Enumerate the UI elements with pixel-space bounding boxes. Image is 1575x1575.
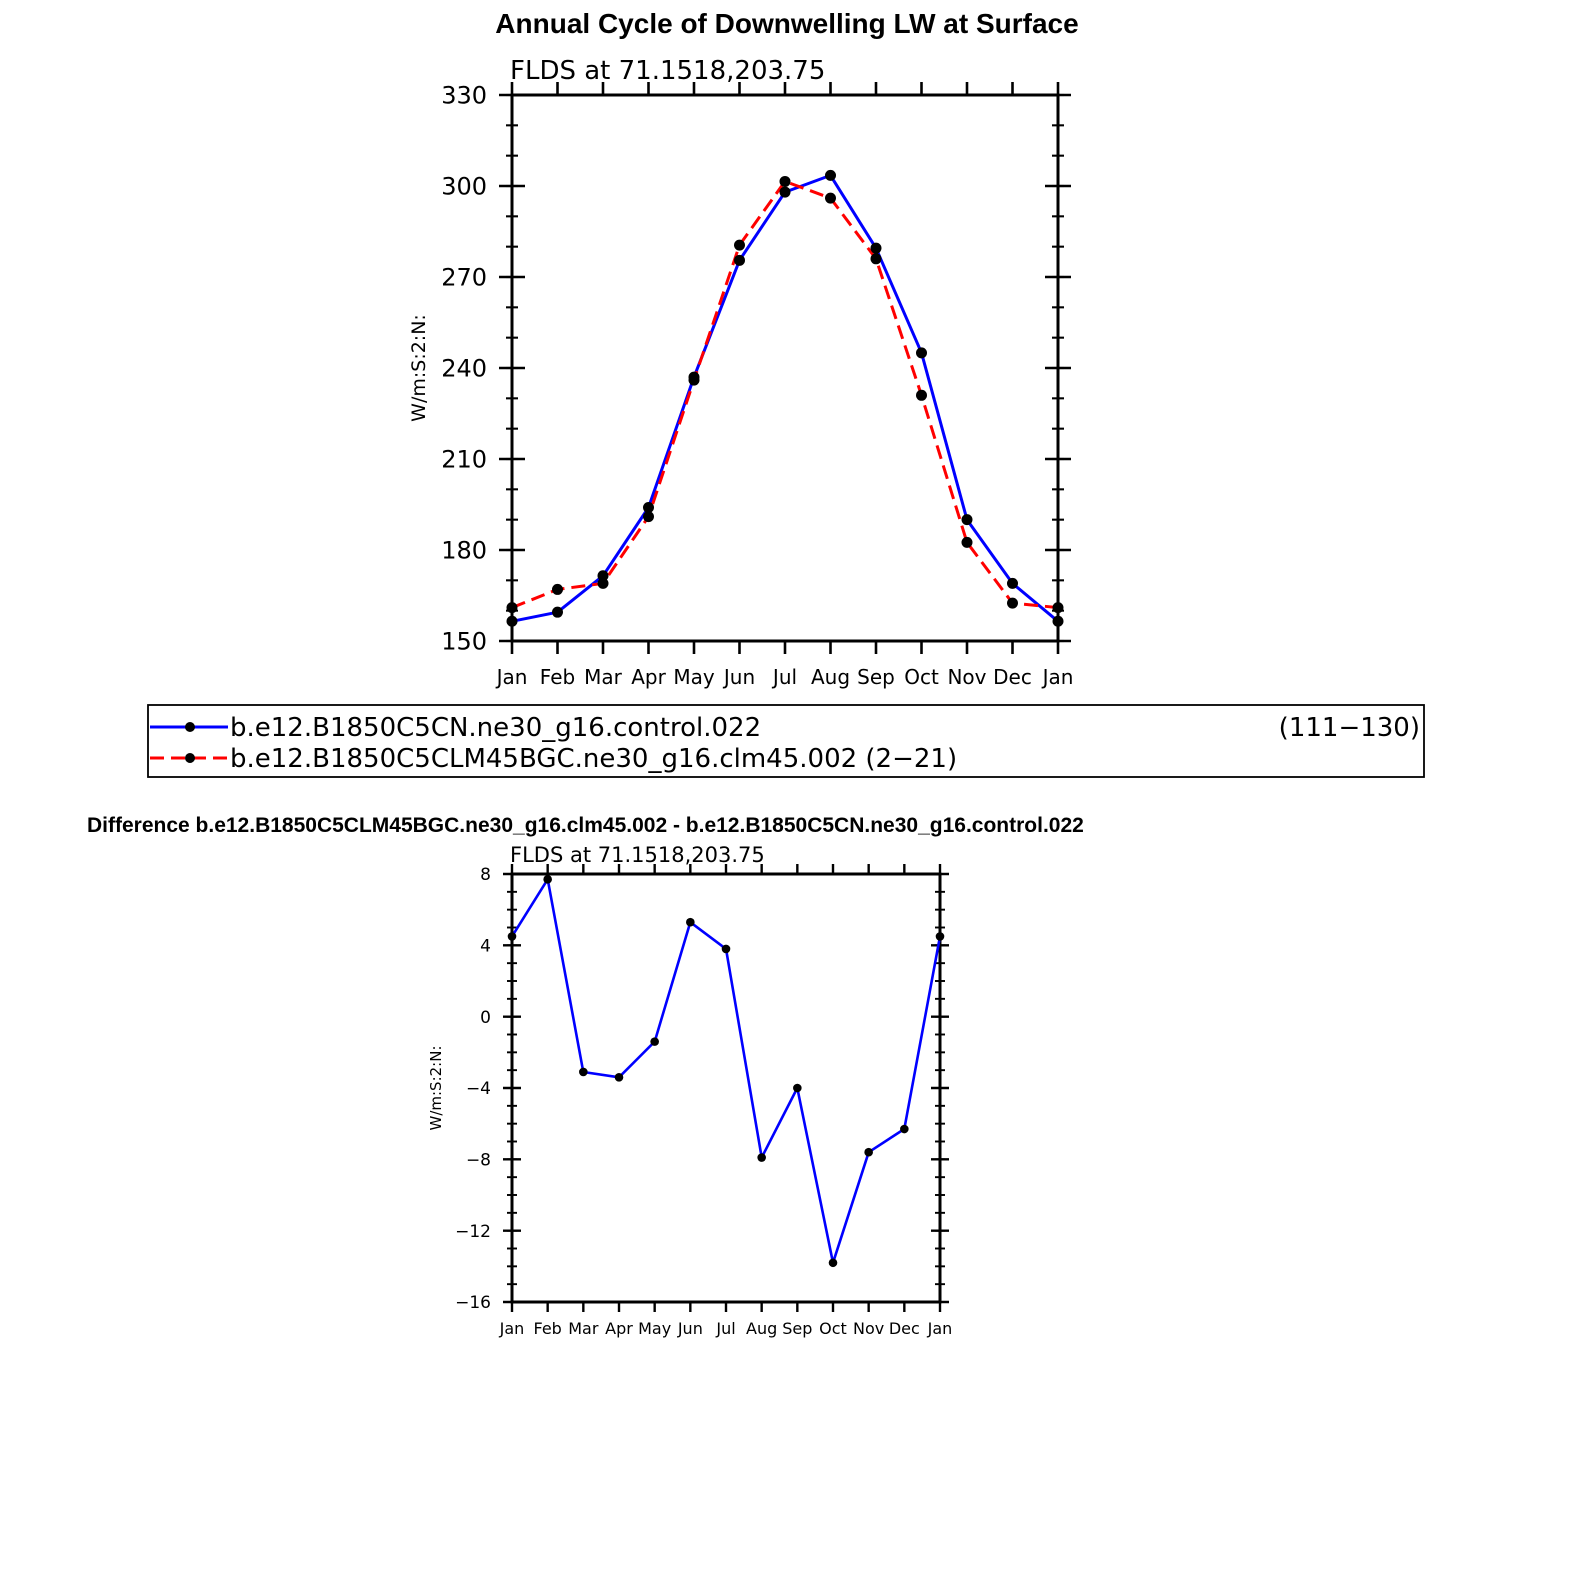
- main-y-axis-label: W/m:S:2:N:: [408, 314, 430, 422]
- main-series-1-point: [734, 240, 745, 251]
- diff-x-tick-label: Sep: [782, 1319, 813, 1338]
- main-series-1-point: [780, 176, 791, 187]
- diff-y-tick-label: 8: [480, 865, 491, 886]
- diff-series-0-point: [829, 1258, 838, 1267]
- difference-title: Difference b.e12.B1850C5CLM45BGC.ne30_g16.clm45.002 - b.e12.B1850C5CN.ne30_g16.control.022: [87, 814, 1084, 837]
- legend-label-0: b.e12.B1850C5CN.ne30_g16.control.022: [230, 713, 762, 743]
- diff-x-tick-label: Dec: [888, 1319, 920, 1338]
- main-x-tick-label: Nov: [947, 665, 987, 689]
- diff-x-tick-label: Mar: [568, 1319, 599, 1338]
- diff-series-0-point: [722, 945, 731, 954]
- main-series-1-point: [825, 193, 836, 204]
- diff-y-tick-label: −12: [455, 1221, 491, 1242]
- legend: [148, 705, 1424, 777]
- legend-marker-0: [185, 722, 195, 732]
- main-x-tick-label: May: [673, 665, 715, 689]
- main-series-0-point: [507, 616, 518, 627]
- main-series-line-1: [512, 181, 1058, 607]
- diff-series-0-point: [615, 1073, 624, 1082]
- main-series-1-point: [1053, 602, 1064, 613]
- diff-series-0-point: [650, 1037, 659, 1046]
- legend-label-1: b.e12.B1850C5CLM45BGC.ne30_g16.clm45.002 (2−21): [230, 744, 958, 774]
- main-series-1-point: [916, 390, 927, 401]
- main-y-tick-label: 240: [441, 354, 487, 383]
- main-subtitle: FLDS at 71.1518,203.75: [510, 56, 826, 86]
- diff-series-0-point: [757, 1153, 766, 1162]
- main-x-tick-label: Jun: [723, 665, 756, 689]
- diff-y-tick-label: 0: [480, 1007, 491, 1028]
- main-x-tick-label: Jan: [496, 665, 528, 689]
- diff-x-tick-label: Jan: [499, 1319, 525, 1338]
- main-series-0-point: [825, 170, 836, 181]
- diff-plot-frame: [512, 874, 940, 1302]
- main-x-tick-label: Mar: [584, 665, 622, 689]
- difference-chart: [427, 843, 952, 1338]
- main-series-0-point: [871, 243, 882, 254]
- legend-marker-1: [185, 753, 195, 763]
- diff-series-line-0: [512, 879, 940, 1263]
- figure-title: Annual Cycle of Downwelling LW at Surface: [495, 8, 1079, 39]
- diff-series-0-point: [900, 1125, 909, 1134]
- main-x-tick-label: Sep: [857, 665, 895, 689]
- diff-series-0-point: [936, 932, 945, 941]
- diff-x-tick-label: Aug: [746, 1319, 778, 1338]
- main-y-tick-label: 300: [441, 172, 487, 201]
- main-series-0-point: [962, 514, 973, 525]
- diff-series-0-point: [508, 932, 517, 941]
- diff-x-tick-label: Jan: [927, 1319, 953, 1338]
- diff-y-axis-label: W/m:S:2:N:: [427, 1045, 445, 1131]
- main-series-1-point: [507, 602, 518, 613]
- main-series-0-point: [780, 187, 791, 198]
- diff-x-tick-label: Jul: [716, 1319, 736, 1338]
- diff-y-tick-label: 4: [480, 936, 491, 957]
- main-series-1-point: [689, 375, 700, 386]
- main-y-tick-label: 330: [441, 81, 487, 110]
- diff-x-tick-label: Jun: [677, 1319, 703, 1338]
- diff-x-tick-label: Nov: [853, 1319, 885, 1338]
- main-y-tick-label: 210: [441, 445, 487, 474]
- main-x-tick-label: Dec: [993, 665, 1032, 689]
- main-series-1-point: [552, 584, 563, 595]
- diff-y-tick-label: −16: [455, 1293, 491, 1314]
- main-x-tick-label: Oct: [904, 665, 939, 689]
- diff-x-tick-label: May: [638, 1319, 672, 1338]
- main-x-tick-label: Aug: [810, 665, 851, 689]
- main-series-0-point: [1053, 616, 1064, 627]
- main-series-1-point: [962, 537, 973, 548]
- main-series-1-point: [1007, 598, 1018, 609]
- diff-subtitle: FLDS at 71.1518,203.75: [510, 843, 765, 867]
- main-y-tick-label: 150: [441, 627, 487, 656]
- main-x-tick-label: Feb: [539, 665, 576, 689]
- annual-cycle-chart: [408, 56, 1073, 689]
- main-series-1-point: [643, 511, 654, 522]
- main-series-0-point: [734, 255, 745, 266]
- diff-x-tick-label: Apr: [605, 1319, 633, 1338]
- main-series-0-point: [552, 607, 563, 618]
- diff-series-0-point: [543, 875, 552, 884]
- diff-x-tick-label: Oct: [819, 1319, 847, 1338]
- diff-x-tick-label: Feb: [533, 1319, 562, 1338]
- main-y-tick-label: 270: [441, 263, 487, 292]
- diff-y-tick-label: −4: [465, 1079, 491, 1100]
- main-series-0-point: [1007, 578, 1018, 589]
- main-series-1-point: [598, 578, 609, 589]
- main-series-1-point: [871, 253, 882, 264]
- diff-series-0-point: [793, 1084, 802, 1093]
- diff-series-0-point: [864, 1148, 873, 1157]
- main-x-tick-label: Jan: [1042, 665, 1074, 689]
- legend-years-0: (111−130): [1278, 713, 1420, 743]
- diff-series-0-point: [579, 1068, 588, 1077]
- main-x-tick-label: Jul: [772, 665, 798, 689]
- diff-series-0-point: [686, 918, 695, 927]
- main-y-tick-label: 180: [441, 536, 487, 565]
- main-x-tick-label: Apr: [631, 665, 666, 689]
- main-series-0-point: [916, 347, 927, 358]
- diff-y-tick-label: −8: [465, 1150, 491, 1171]
